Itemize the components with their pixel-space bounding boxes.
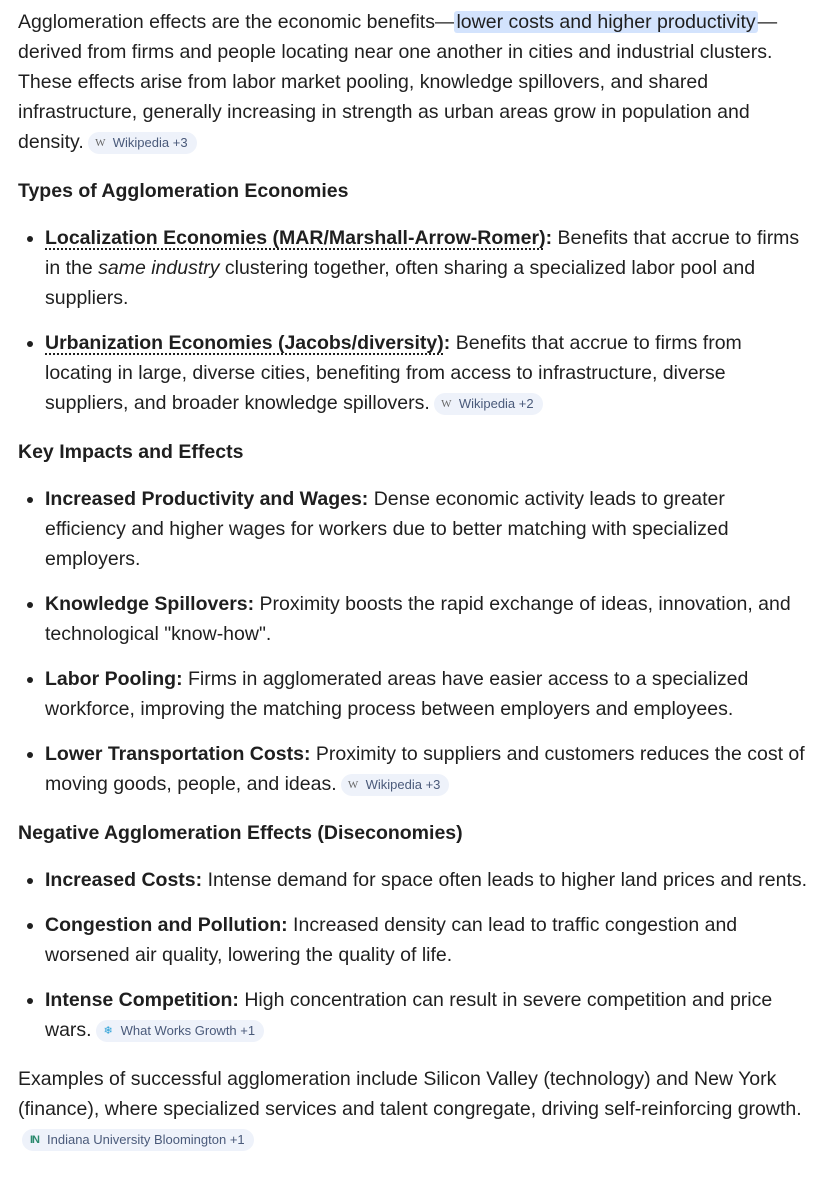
item-text: Proximity boosts the rapid exchange of ideas, innovation, and technological "know-how". [45, 593, 791, 645]
item-text: Intense demand for space often leads to higher land prices and rents. [202, 869, 808, 891]
source-chip-label: Wikipedia +3 [365, 777, 441, 792]
snowflake-icon: ❄ [103, 1025, 113, 1037]
source-chip[interactable] [88, 132, 197, 154]
item-text: Increased density can lead to traffic congestion and worsened air quality, lowering the quality of life. [45, 914, 738, 966]
item-term: Knowledge Spillovers: [45, 593, 255, 615]
intro-text-after: —derived from firms and people locating near one another in cities and industrial clusters. These effects arise from labor market pooling, knowledge spillovers, and shared infrastructure, generally increasing in strength as urban areas grow in population and density. [18, 11, 778, 153]
section-heading-impacts: Key Impacts and Effects [18, 441, 244, 463]
item-term: Lower Transportation Costs: [45, 743, 311, 765]
list-item [45, 664, 811, 724]
item-text: Dense economic activity leads to greater efficiency and higher wages for workers due to better matching with specialized employers. [45, 488, 729, 570]
list-item [45, 910, 811, 970]
wikipedia-icon: W [441, 398, 452, 410]
item-text: Benefits that accrue to firms from locating in large, diverse cities, benefiting from access to infrastructure, diverse suppliers, and broader knowledge spillovers. [45, 332, 742, 414]
item-emphasis: same industry [98, 257, 220, 279]
source-chip[interactable] [96, 1020, 265, 1042]
impacts-list [18, 484, 811, 799]
list-item [45, 985, 811, 1045]
item-term: Congestion and Pollution: [45, 914, 288, 936]
negative-list [18, 865, 811, 1045]
item-term: Intense Competition: [45, 989, 239, 1011]
item-term: Increased Costs: [45, 869, 203, 891]
closing-text: Examples of successful agglomeration include Silicon Valley (technology) and New York (finance), where specialized services and talent congregate, driving self-reinforcing growth. [18, 1068, 802, 1120]
item-text: Benefits that accrue to firms in the [45, 227, 800, 279]
source-chip-label: Indiana University Bloomington +1 [47, 1132, 245, 1147]
term-colon: : [545, 227, 553, 249]
wikipedia-icon: W [347, 779, 359, 791]
highlighted-phrase[interactable]: lower costs and higher productivity [456, 11, 756, 33]
source-chip[interactable] [341, 774, 450, 796]
source-chip[interactable] [22, 1129, 254, 1151]
item-term: Labor Pooling: [45, 668, 183, 690]
section-heading-negative: Negative Agglomeration Effects (Diseconomies) [18, 822, 463, 844]
source-chip-label: Wikipedia +3 [112, 135, 188, 150]
term-colon: : [443, 332, 451, 354]
item-text: Firms in agglomerated areas have easier access to a specialized workforce, improving the matching process between employers and employees. [45, 668, 749, 720]
item-term: Increased Productivity and Wages: [45, 488, 369, 510]
intro-paragraph [18, 7, 811, 157]
list-item [45, 223, 811, 313]
term-link-localization[interactable]: Localization Economies (MAR/Marshall-Arrow-Romer) [45, 227, 546, 249]
source-chip[interactable] [434, 393, 543, 415]
indiana-university-icon: IN [30, 1134, 39, 1146]
source-chip-label: Wikipedia +2 [458, 396, 534, 411]
wikipedia-icon: W [95, 137, 106, 149]
item-text: High concentration can result in severe competition and price wars. [45, 989, 773, 1041]
section-heading-types: Types of Agglomeration Economies [18, 180, 349, 202]
item-text: Proximity to suppliers and customers reduces the cost of moving goods, people, and ideas. [45, 743, 805, 795]
intro-text-before: Agglomeration effects are the economic benefits— [18, 11, 455, 33]
list-item [45, 865, 811, 895]
list-item [45, 484, 811, 574]
list-item [45, 589, 811, 649]
types-list [18, 223, 811, 418]
source-chip-label: What Works Growth +1 [120, 1023, 256, 1038]
list-item [45, 739, 811, 799]
list-item [45, 328, 811, 418]
item-text: clustering together, often sharing a specialized labor pool and suppliers. [45, 257, 756, 309]
term-link-urbanization[interactable]: Urbanization Economies (Jacobs/diversity) [45, 332, 444, 354]
closing-paragraph [18, 1064, 811, 1154]
